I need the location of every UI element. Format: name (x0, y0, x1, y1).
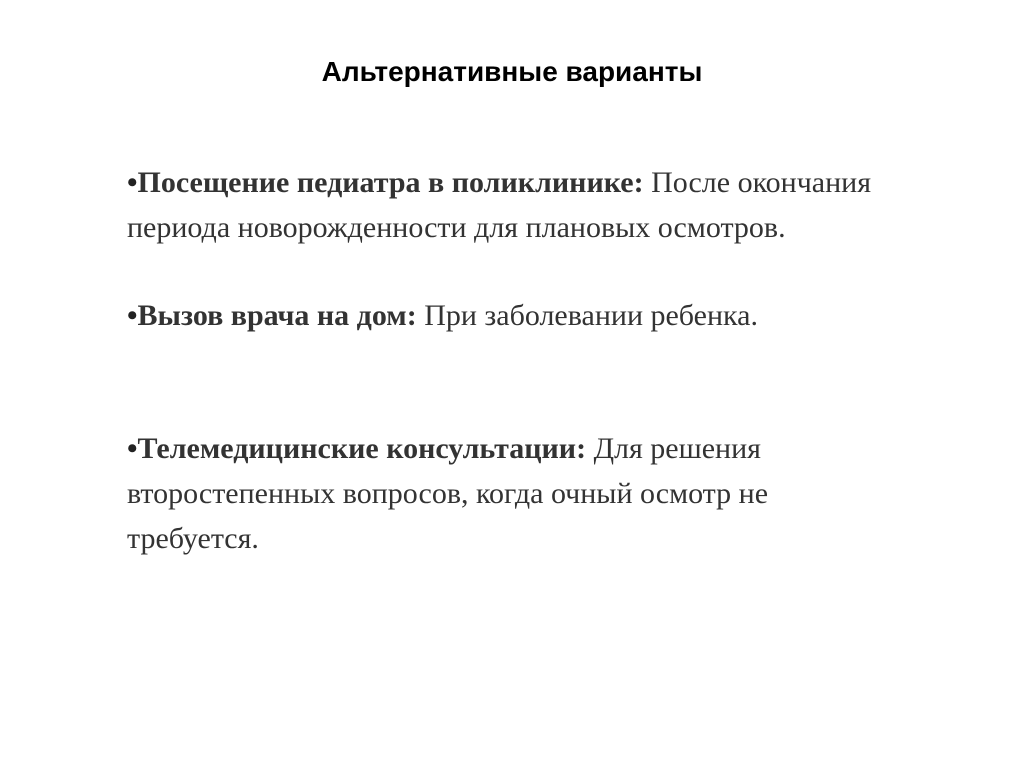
bullet-lead: Телемедицинские консультации: (137, 432, 587, 465)
bullet-text: После окончания периода новорожденности для плановых осмотров. (127, 166, 872, 244)
bullet-item-home-visit (127, 293, 887, 338)
bullet-marker: • (127, 432, 138, 465)
bullet-lead: Вызов врача на дом: (137, 299, 417, 332)
bullet-item-clinic-visit (127, 160, 887, 250)
bullet-marker: • (127, 299, 138, 332)
bullet-item-telemedicine (127, 426, 887, 561)
bullet-lead: Посещение педиатра в поликлинике: (137, 166, 644, 199)
bullet-text: Для решения второстепенных вопросов, когда очный осмотр не требуется. (127, 432, 769, 555)
bullet-marker: • (127, 166, 138, 199)
bullet-list (127, 160, 887, 561)
bullet-text: При заболевании ребенка. (416, 299, 758, 332)
slide-title: Альтернативные варианты (321, 56, 703, 87)
